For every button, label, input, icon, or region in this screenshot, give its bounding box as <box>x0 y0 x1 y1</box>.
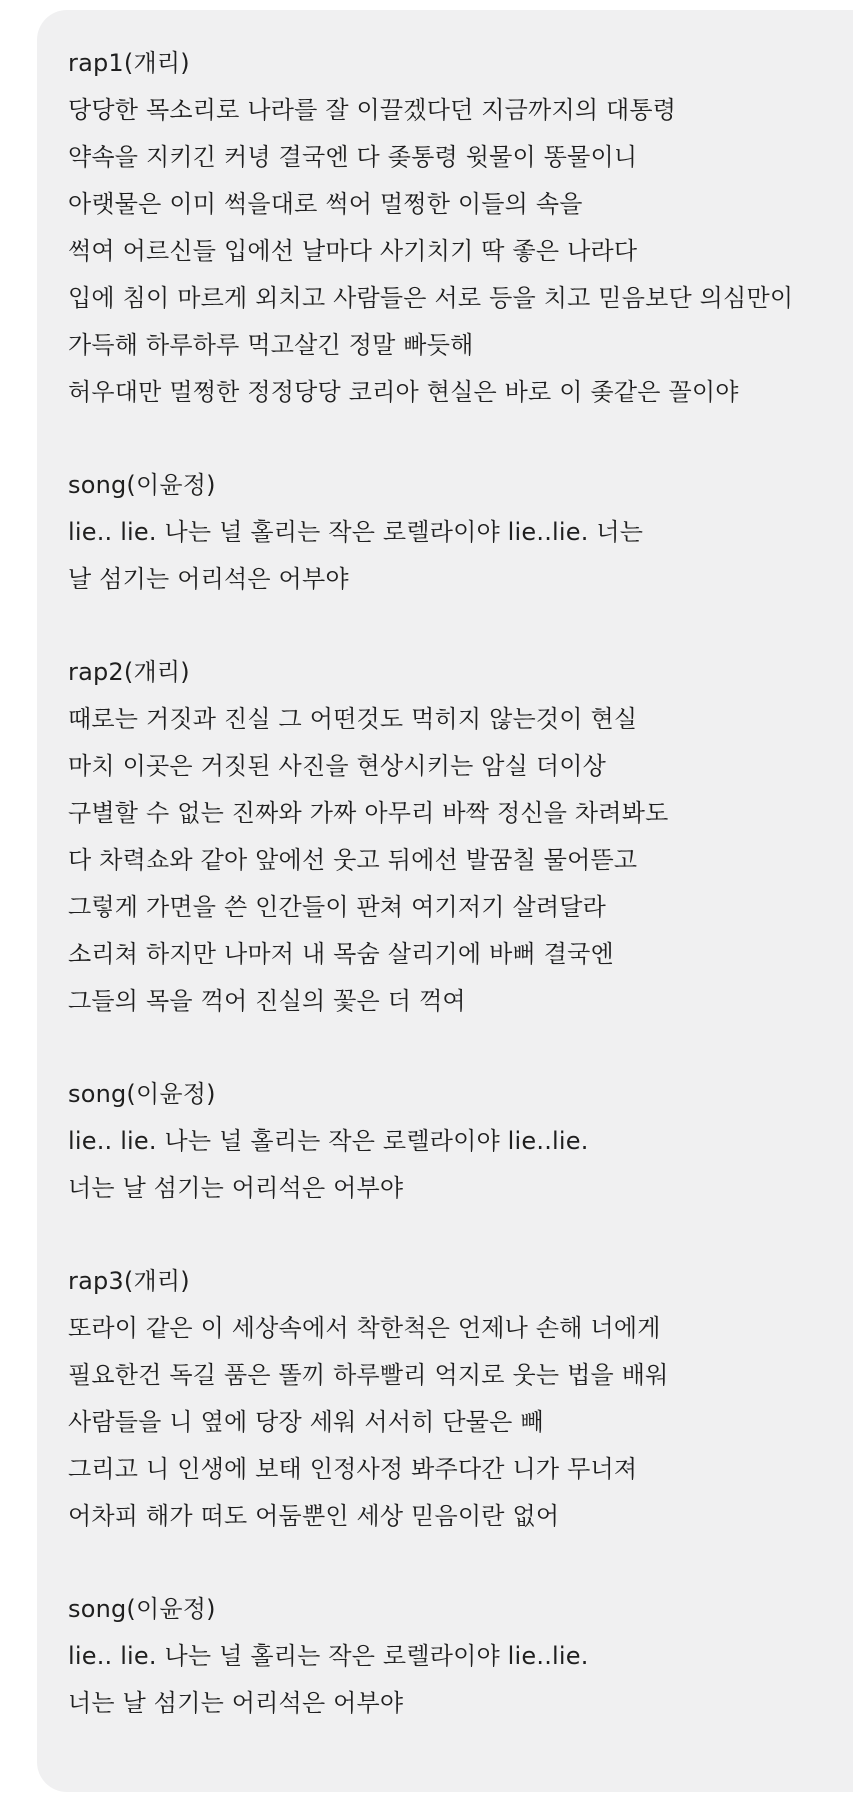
lyrics-section <box>68 462 833 603</box>
lyric-line: 다 차력쇼와 같아 앞에선 웃고 뒤에선 발꿈칠 물어뜯고 <box>68 846 638 874</box>
lyrics-section <box>68 1071 833 1212</box>
lyric-line: 또라이 같은 이 세상속에서 착한척은 언제나 손해 너에게 <box>68 1314 661 1342</box>
lyric-line: 너는 날 섬기는 어리석은 어부야 <box>68 1689 404 1717</box>
section-header: rap2(개리) <box>68 658 190 686</box>
lyric-line: 입에 침이 마르게 외치고 사람들은 서로 등을 치고 믿음보단 의심만이 <box>68 284 794 312</box>
lyrics-card <box>37 10 853 1792</box>
lyric-line: 약속을 지키긴 커녕 결국엔 다 좆통령 윗물이 똥물이니 <box>68 143 638 171</box>
lyrics-section <box>68 1586 833 1727</box>
lyric-line: 날 섬기는 어리석은 어부야 <box>68 565 349 593</box>
lyric-line: 아랫물은 이미 썩을대로 썩어 멀쩡한 이들의 속을 <box>68 190 583 218</box>
lyric-line: 사람들을 니 옆에 당장 세워 서서히 단물은 빼 <box>68 1408 544 1436</box>
lyric-line: 그렇게 가면을 쓴 인간들이 판쳐 여기저기 살려달라 <box>68 893 607 921</box>
lyric-line: 구별할 수 없는 진짜와 가짜 아무리 바짝 정신을 차려봐도 <box>68 799 669 827</box>
lyric-line: 어차피 해가 떠도 어둠뿐인 세상 믿음이란 없어 <box>68 1502 560 1530</box>
lyric-line: 당당한 목소리로 나라를 잘 이끌겠다던 지금까지의 대통령 <box>68 96 677 124</box>
lyric-line: 때로는 거짓과 진실 그 어떤것도 먹히지 않는것이 현실 <box>68 705 638 733</box>
lyric-line: 썩여 어르신들 입에선 날마다 사기치기 딱 좋은 나라다 <box>68 237 638 265</box>
lyric-line: 가득해 하루하루 먹고살긴 정말 빠듯해 <box>68 331 474 359</box>
lyric-line: 허우대만 멀쩡한 정정당당 코리아 현실은 바로 이 좆같은 꼴이야 <box>68 378 739 406</box>
lyrics-section <box>68 1258 833 1540</box>
lyric-line: 마치 이곳은 거짓된 사진을 현상시키는 암실 더이상 <box>68 752 607 780</box>
lyric-line: lie.. lie. 나는 널 홀리는 작은 로렐라이야 lie..lie. <box>68 1642 589 1670</box>
lyrics-section <box>68 40 833 416</box>
section-header: rap3(개리) <box>68 1267 190 1295</box>
lyric-line: 필요한건 독길 품은 똘끼 하루빨리 억지로 웃는 법을 배워 <box>68 1361 669 1389</box>
lyric-line: lie.. lie. 나는 널 홀리는 작은 로렐라이야 lie..lie. 너는 <box>68 518 644 546</box>
lyric-line: 그들의 목을 꺽어 진실의 꽃은 더 꺽여 <box>68 987 466 1015</box>
lyric-line: lie.. lie. 나는 널 홀리는 작은 로렐라이야 lie..lie. <box>68 1127 589 1155</box>
section-header: song(이윤정) <box>68 1595 216 1623</box>
lyric-line: 너는 날 섬기는 어리석은 어부야 <box>68 1174 404 1202</box>
section-header: rap1(개리) <box>68 49 190 77</box>
section-header: song(이윤정) <box>68 471 216 499</box>
lyrics-section <box>68 649 833 1025</box>
section-header: song(이윤정) <box>68 1080 216 1108</box>
lyric-line: 소리쳐 하지만 나마저 내 목숨 살리기에 바뻐 결국엔 <box>68 940 614 968</box>
lyric-line: 그리고 니 인생에 보태 인정사정 봐주다간 니가 무너져 <box>68 1455 638 1483</box>
